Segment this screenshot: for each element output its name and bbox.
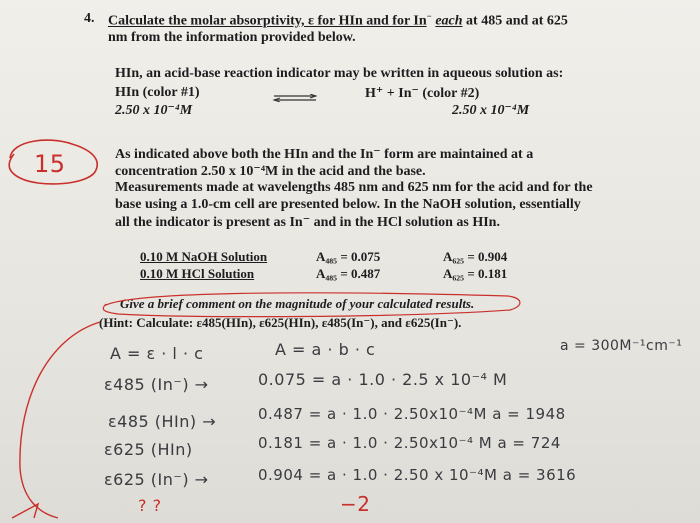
- question-each: each: [435, 13, 463, 29]
- comment-instruction: Give a brief comment on the magnitude of your calculated results.: [120, 296, 475, 311]
- equilibrium-intro: HIn, an acid-base reaction indicator may be written in aqueous solution as:: [115, 66, 564, 81]
- paragraph-line-4: base using a 1.0-cm cell are presented below. In the NaOH solution, essentially: [115, 197, 581, 212]
- hand-row-3-label: ε625 (HIn): [104, 440, 193, 459]
- question-number: 4.: [84, 11, 95, 26]
- table-row-1-a625: A₆₂₅ = 0.904: [443, 249, 508, 264]
- equilibrium-left-label: HIn (color #1): [115, 85, 200, 100]
- hand-beer-law: A = ε · l · c: [110, 344, 204, 363]
- margin-bracket-icon: [8, 318, 108, 523]
- hand-units: a = 300M⁻¹cm⁻¹: [560, 338, 683, 354]
- equilibrium-arrow-icon: [272, 94, 318, 102]
- table-row-2-a485: A₄₈₅ = 0.487: [316, 266, 381, 281]
- hand-row-1-label: ε485 (In⁻) →: [104, 375, 209, 394]
- question-line-1: Calculate the molar absorptivity, ε for HIn and for In− each at 485 and at 625: [108, 11, 568, 29]
- score-value: 15: [34, 150, 66, 178]
- table-row-2-a625: A₆₂₅ = 0.181: [443, 266, 508, 281]
- equilibrium-products: H⁺ + In⁻ (color #2): [365, 86, 480, 101]
- table-row-1-a485: A₄₈₅ = 0.075: [316, 249, 381, 264]
- equilibrium-left-conc: 2.50 x 10⁻⁴M: [115, 103, 193, 118]
- hand-row-2-label: ε485 (HIn) →: [108, 412, 217, 431]
- hint-text: (Hint: Calculate: ε485(HIn), ε625(HIn), ε485(In⁻), and ε625(In⁻).: [99, 315, 462, 330]
- question-line-2: nm from the information provided below.: [108, 30, 356, 45]
- paragraph-line-1: As indicated above both the HIn and the In⁻ form are maintained at a: [115, 147, 534, 162]
- hand-row-1-calc: 0.075 = a · 1.0 · 2.5 x 10⁻⁴ M: [258, 370, 508, 389]
- hand-row-4-calc: 0.904 = a · 1.0 · 2.50 x 10⁻⁴M a = 3616: [258, 466, 577, 484]
- hand-beer-law-2: A = a · b · c: [275, 340, 376, 359]
- hand-minus-points: −2: [340, 492, 371, 516]
- equilibrium-right-conc: 2.50 x 10⁻⁴M: [452, 103, 530, 118]
- paragraph-line-3: Measurements made at wavelengths 485 nm and 625 nm for the acid and for the: [115, 180, 593, 195]
- hand-row-4-label: ε625 (In⁻) →: [104, 470, 209, 489]
- table-row-2-solution: 0.10 M HCl Solution: [140, 266, 255, 281]
- hand-row-2-calc: 0.487 = a · 1.0 · 2.50x10⁻⁴M a = 1948: [258, 405, 566, 423]
- hand-row-3-calc: 0.181 = a · 1.0 · 2.50x10⁻⁴ M a = 724: [258, 434, 561, 452]
- paragraph-line-2: concentration 2.50 x 10⁻⁴M in the acid and the base.: [115, 164, 426, 179]
- question-line-1-prefix: Calculate the molar absorptivity, ε for HIn and for In: [108, 13, 427, 29]
- question-line-1-suffix: at 485 and at 625: [466, 13, 568, 29]
- comment-circle-icon: [98, 290, 528, 320]
- table-row-1-solution: 0.10 M NaOH Solution: [140, 249, 268, 264]
- paragraph-line-5: all the indicator is present as In⁻ and in the HCl solution as HIn.: [115, 215, 500, 230]
- hand-question-marks: ? ?: [138, 496, 162, 515]
